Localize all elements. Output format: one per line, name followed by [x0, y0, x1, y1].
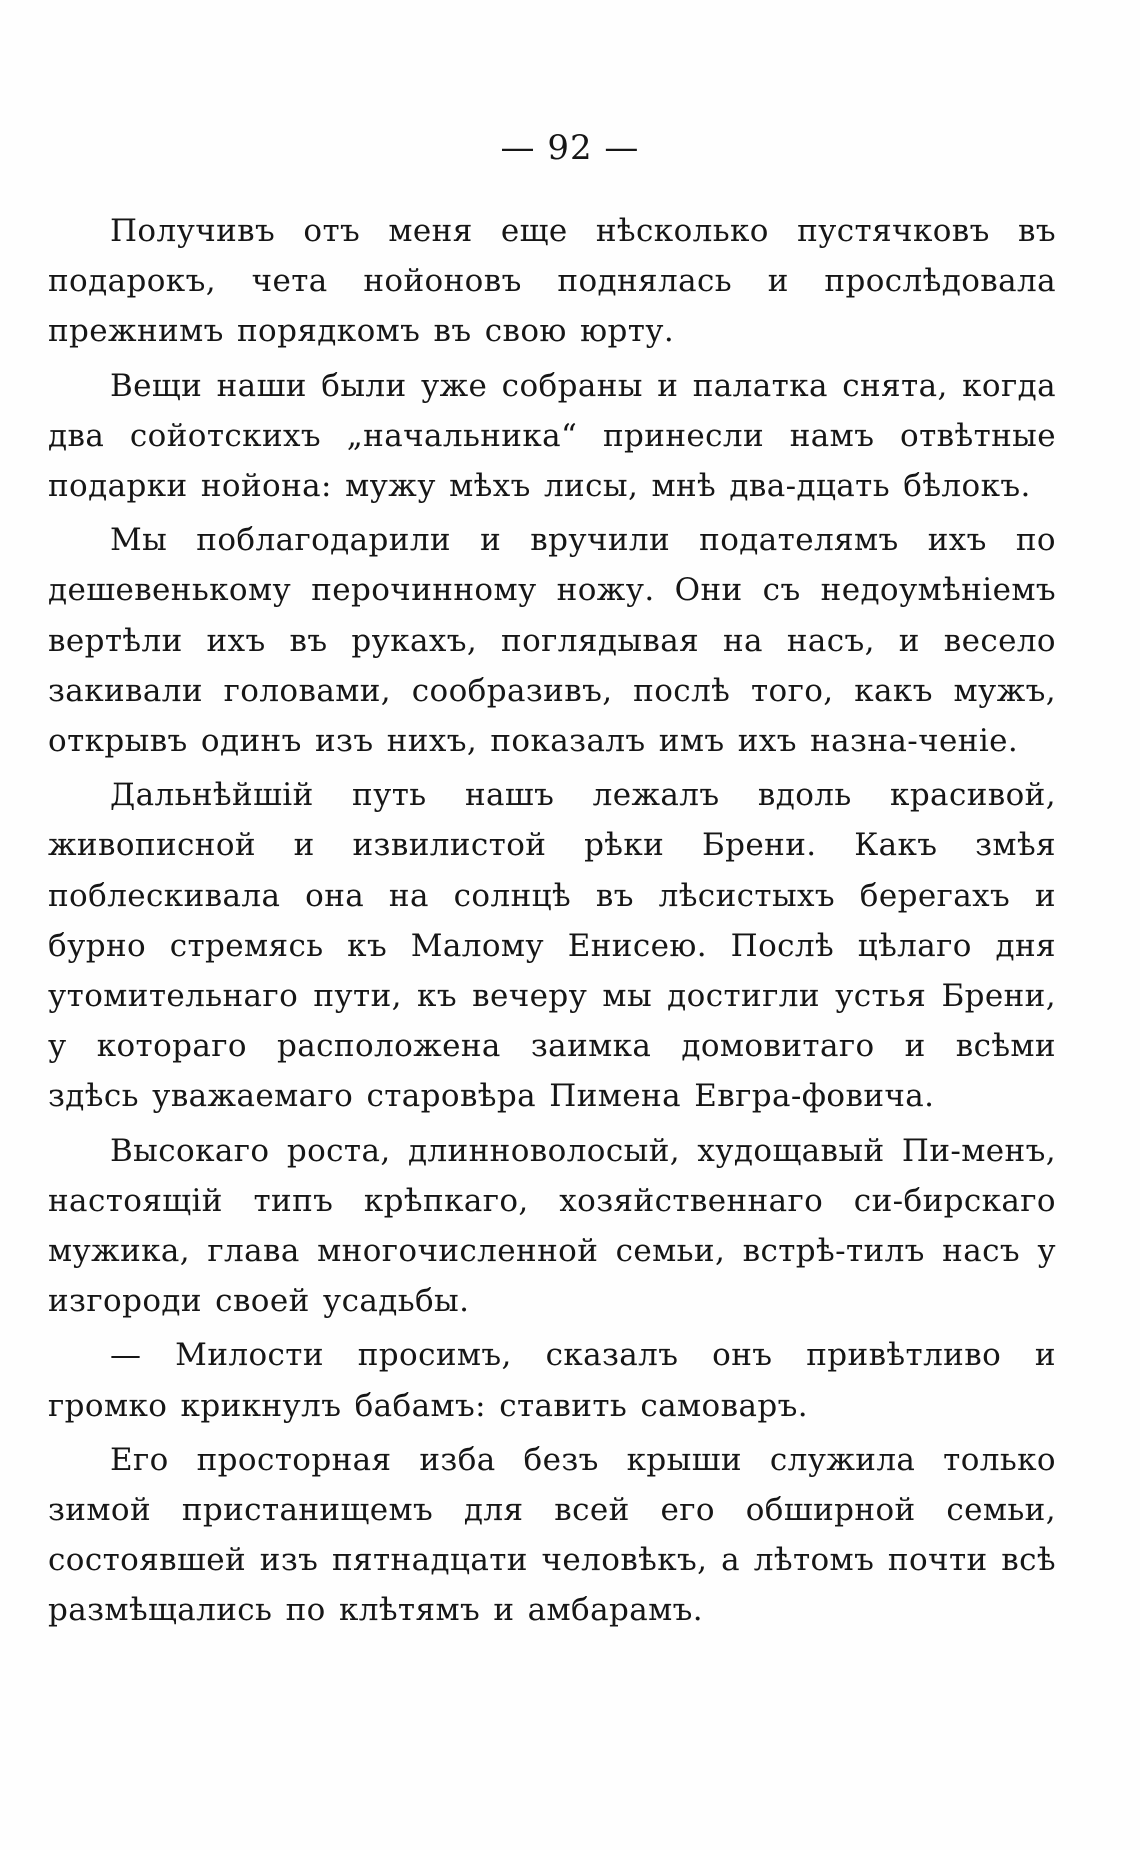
body-text — [48, 206, 1056, 1640]
paragraph-5: Высокаго роста, длинноволосый, худощавый Пи-менъ, настоящій типъ крѣпкаго, хозяйственнаго си-бирскаго мужика, глава многочисленной семьи, встрѣ-тилъ насъ у изгороди своей усадьбы. — [48, 1132, 1056, 1320]
paragraph-3: Мы поблагодарили и вручили подателямъ ихъ по дешевенькому перочинному ножу. Они съ недоумѣніемъ вертѣли ихъ въ рукахъ, поглядывая на насъ, и весело закивали головами, сообразивъ, послѣ того, какъ мужъ, открывъ одинъ изъ нихъ, показалъ имъ ихъ назна-ченіе. — [48, 522, 1056, 760]
paragraph-2: Вещи наши были уже собраны и палатка снята, когда два сойотскихъ „начальника“ принесли намъ отвѣтные подарки нойона: мужу мѣхъ лисы, мнѣ два-дцать бѣлокъ. — [48, 367, 1056, 505]
paragraph-4: Дальнѣйшій путь нашъ лежалъ вдоль красивой, живописной и извилистой рѣки Брени. Какъ змѣя поблескивала она на солнцѣ въ лѣсистыхъ берегахъ и бурно стремясь къ Малому Енисею. Послѣ цѣлаго дня утомительнаго пути, къ вечеру мы достигли устья Брени, у котораго расположена заимка домовитаго и всѣми здѣсь уважаемаго старовѣра Пимена Евгра-фовича. — [48, 777, 1056, 1115]
paragraph-7: Его просторная изба безъ крыши служила только зимой пристанищемъ для всей его обширной семьи, состоявшей изъ пятнадцати человѣкъ, а лѣтомъ почти всѣ размѣщались по клѣтямъ и амбарамъ. — [48, 1441, 1056, 1629]
paragraph-1: Получивъ отъ меня еще нѣсколько пустячковъ въ подарокъ, чета нойоновъ поднялась и прослѣдовала прежнимъ порядкомъ въ свою юрту. — [48, 213, 1056, 350]
paragraph-6: — Милости просимъ, сказалъ онъ привѣтливо и громко крикнулъ бабамъ: ставить самоваръ. — [48, 1337, 1056, 1424]
page-number: — 92 — — [500, 128, 640, 168]
